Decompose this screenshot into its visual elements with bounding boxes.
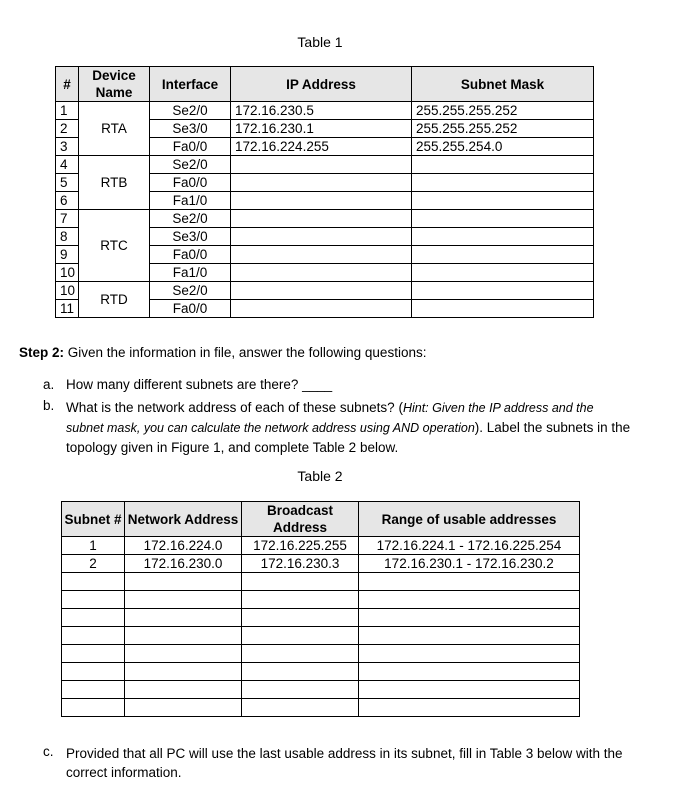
cell-range-usable — [359, 663, 580, 681]
cell-subnet-num: 1 — [62, 537, 125, 555]
cell-broadcast-address: 172.16.230.3 — [242, 555, 359, 573]
cell-network-address — [125, 627, 242, 645]
cell-num: 10 — [56, 264, 79, 282]
cell-ip-address — [231, 174, 412, 192]
cell-num: 10 — [56, 282, 79, 300]
table2-row — [62, 663, 580, 681]
header-subnet-mask: Subnet Mask — [412, 67, 594, 102]
question-b-after: ). Label the subnets in the topology given in Figure 1, and complete Table 2 below. — [66, 420, 631, 455]
cell-subnet-num: 2 — [62, 555, 125, 573]
cell-num: 2 — [56, 120, 79, 138]
cell-subnet-num — [62, 591, 125, 609]
cell-broadcast-address — [242, 663, 359, 681]
cell-range-usable — [359, 645, 580, 663]
cell-network-address: 172.16.224.0 — [125, 537, 242, 555]
cell-subnet-num — [62, 609, 125, 627]
cell-range-usable — [359, 573, 580, 591]
table1-body — [56, 102, 594, 318]
cell-num: 8 — [56, 228, 79, 246]
question-a-text: How many different subnets are there? ____ — [66, 377, 333, 392]
cell-broadcast-address — [242, 609, 359, 627]
cell-subnet-mask: 255.255.254.0 — [412, 138, 594, 156]
cell-interface: Se3/0 — [150, 120, 231, 138]
cell-range-usable — [359, 699, 580, 717]
cell-broadcast-address — [242, 699, 359, 717]
table2-caption: Table 2 — [297, 468, 343, 484]
cell-interface: Fa1/0 — [150, 192, 231, 210]
cell-subnet-mask — [412, 192, 594, 210]
table2 — [61, 501, 580, 717]
table2-row — [62, 609, 580, 627]
cell-range-usable: 172.16.224.1 - 172.16.225.254 — [359, 537, 580, 555]
question-b-hint: Hint: Given the IP address and the subnet mask, you can calculate the network address using AND operation — [66, 401, 594, 435]
table2-row — [62, 591, 580, 609]
table2-row — [62, 573, 580, 591]
cell-interface: Fa0/0 — [150, 138, 231, 156]
cell-broadcast-address — [242, 573, 359, 591]
cell-interface: Fa1/0 — [150, 264, 231, 282]
cell-interface: Se2/0 — [150, 156, 231, 174]
cell-device-name: RTD — [79, 282, 150, 318]
cell-num: 5 — [56, 174, 79, 192]
cell-network-address — [125, 591, 242, 609]
header-interface: Interface — [150, 67, 231, 102]
cell-device-name: RTA — [79, 102, 150, 156]
cell-ip-address — [231, 246, 412, 264]
cell-network-address — [125, 681, 242, 699]
cell-subnet-num — [62, 645, 125, 663]
table2-row — [62, 699, 580, 717]
cell-subnet-num — [62, 663, 125, 681]
cell-ip-address — [231, 192, 412, 210]
cell-broadcast-address — [242, 591, 359, 609]
table1-row — [56, 282, 594, 300]
table1-header-row — [56, 67, 594, 102]
table2-row — [62, 645, 580, 663]
header-device-name: Device Name — [79, 67, 150, 102]
step2-text: Given the information in file, answer the following questions: — [64, 345, 427, 360]
cell-interface: Fa0/0 — [150, 174, 231, 192]
cell-subnet-num — [62, 573, 125, 591]
question-a-marker: a. — [43, 377, 55, 392]
table1 — [55, 66, 594, 318]
cell-interface: Se2/0 — [150, 282, 231, 300]
cell-subnet-mask — [412, 174, 594, 192]
table2-row — [62, 555, 580, 573]
header-network-address: Network Address — [125, 502, 242, 537]
cell-num: 1 — [56, 102, 79, 120]
header-broadcast-address: Broadcast Address — [242, 502, 359, 537]
step2-line — [19, 345, 426, 360]
cell-network-address — [125, 573, 242, 591]
cell-num: 4 — [56, 156, 79, 174]
question-c-marker: c. — [43, 744, 54, 759]
cell-broadcast-address — [242, 645, 359, 663]
cell-num: 7 — [56, 210, 79, 228]
cell-range-usable: 172.16.230.1 - 172.16.230.2 — [359, 555, 580, 573]
cell-broadcast-address — [242, 627, 359, 645]
cell-broadcast-address: 172.16.225.255 — [242, 537, 359, 555]
question-b-before: What is the network address of each of these subnets? ( — [66, 400, 403, 415]
cell-device-name: RTB — [79, 156, 150, 210]
cell-subnet-num — [62, 627, 125, 645]
cell-range-usable — [359, 627, 580, 645]
cell-subnet-mask — [412, 228, 594, 246]
cell-range-usable — [359, 681, 580, 699]
question-b-marker: b. — [43, 398, 55, 413]
cell-subnet-num — [62, 681, 125, 699]
table2-body — [62, 537, 580, 717]
cell-range-usable — [359, 609, 580, 627]
cell-network-address — [125, 645, 242, 663]
cell-num: 9 — [56, 246, 79, 264]
table1-row — [56, 102, 594, 120]
cell-ip-address: 172.16.230.1 — [231, 120, 412, 138]
table2-row — [62, 681, 580, 699]
question-b-text — [66, 398, 631, 457]
cell-num: 3 — [56, 138, 79, 156]
cell-subnet-mask: 255.255.255.252 — [412, 120, 594, 138]
cell-interface: Fa0/0 — [150, 246, 231, 264]
cell-subnet-mask — [412, 156, 594, 174]
table2-row — [62, 537, 580, 555]
cell-ip-address — [231, 300, 412, 318]
cell-ip-address: 172.16.224.255 — [231, 138, 412, 156]
header-ip-address: IP Address — [231, 67, 412, 102]
table1-row — [56, 156, 594, 174]
table1-caption: Table 1 — [297, 34, 343, 50]
cell-subnet-mask — [412, 282, 594, 300]
cell-network-address — [125, 699, 242, 717]
header-range-usable: Range of usable addresses — [359, 502, 580, 537]
cell-subnet-mask — [412, 210, 594, 228]
cell-num: 11 — [56, 300, 79, 318]
cell-range-usable — [359, 591, 580, 609]
cell-interface: Fa0/0 — [150, 300, 231, 318]
table1-row — [56, 210, 594, 228]
cell-subnet-mask: 255.255.255.252 — [412, 102, 594, 120]
cell-subnet-num — [62, 699, 125, 717]
cell-subnet-mask — [412, 246, 594, 264]
cell-device-name: RTC — [79, 210, 150, 282]
cell-network-address: 172.16.230.0 — [125, 555, 242, 573]
cell-ip-address: 172.16.230.5 — [231, 102, 412, 120]
table2-header-row — [62, 502, 580, 537]
cell-broadcast-address — [242, 681, 359, 699]
cell-ip-address — [231, 282, 412, 300]
cell-subnet-mask — [412, 300, 594, 318]
step2-label: Step 2: — [19, 345, 65, 360]
cell-ip-address — [231, 264, 412, 282]
header-num: # — [56, 67, 79, 102]
cell-ip-address — [231, 156, 412, 174]
cell-ip-address — [231, 228, 412, 246]
cell-ip-address — [231, 210, 412, 228]
cell-interface: Se3/0 — [150, 228, 231, 246]
header-subnet-num: Subnet # — [62, 502, 125, 537]
cell-network-address — [125, 609, 242, 627]
cell-interface: Se2/0 — [150, 102, 231, 120]
cell-num: 6 — [56, 192, 79, 210]
cell-network-address — [125, 663, 242, 681]
table2-row — [62, 627, 580, 645]
cell-subnet-mask — [412, 264, 594, 282]
question-c-text: Provided that all PC will use the last usable address in its subnet, fill in Table 3 below with the correct information. — [66, 746, 623, 780]
cell-interface: Se2/0 — [150, 210, 231, 228]
